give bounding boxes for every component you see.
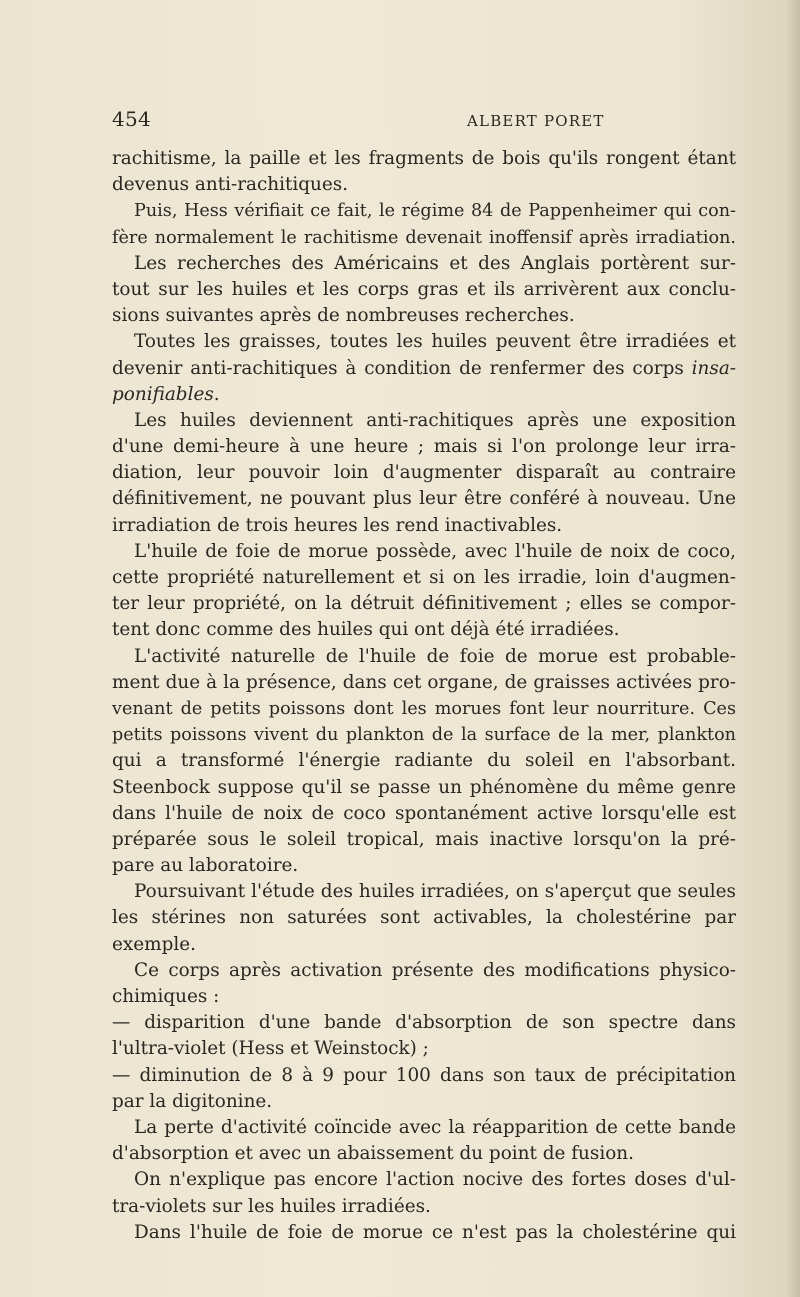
line-text: Puis, Hess vérifiait ce fait, le régime 84 de Pappenheimer qui con- (134, 201, 736, 222)
line-text: Poursuivant l'étude des huiles irradiées, on s'aperçut que seules (134, 881, 736, 903)
line-text: tout sur les huiles et les corps gras et ils arrivèrent aux conclu- (112, 278, 736, 300)
line-text: On n'explique pas encore l'action nocive des fortes doses d'ul- (134, 1169, 736, 1191)
text-line (112, 932, 736, 958)
line-text: Toutes les graisses, toutes les huiles peuvent être irradiées et (134, 331, 736, 353)
text-line (112, 1141, 736, 1167)
text-line (112, 1115, 736, 1141)
running-head: ALBERT PORET (467, 112, 605, 130)
line-text: devenir anti-rachitiques à condition de renfermer des corps (112, 357, 684, 379)
text-line (112, 486, 736, 512)
line-text: L'huile de foie de morue possède, avec l'huile de noix de coco, (134, 540, 736, 562)
text-line (112, 670, 736, 696)
text-line (112, 591, 736, 617)
text-line (112, 303, 736, 329)
line-text: venant de petits poissons dont les morues font leur nourriture. Ces (112, 698, 736, 719)
text-line (112, 434, 736, 460)
text-line (112, 356, 736, 382)
line-text: cette propriété naturellement et si on les irradie, loin d'augmen- (112, 567, 736, 588)
text-line (112, 1036, 736, 1062)
line-text: diation, leur pouvoir loin d'augmenter disparaît au contraire (112, 462, 736, 484)
line-text: les stérines non saturées sont activables, la cholestérine par (112, 907, 736, 929)
text-line (112, 251, 736, 277)
line-text: Ce corps après activation présente des modifications physico- (134, 959, 736, 981)
text-line (112, 1167, 736, 1193)
line-text: Les huiles deviennent anti-rachitiques après une exposition (134, 409, 736, 431)
line-text: ter leur propriété, on la détruit définitivement ; elles se compor- (112, 593, 736, 615)
italic-word: ponifiables (112, 383, 214, 405)
text-line (112, 146, 736, 172)
text-line (112, 198, 736, 224)
text-line (112, 984, 736, 1010)
line-text: — diminution de 8 à 9 pour 100 dans son taux de précipitation (112, 1064, 736, 1086)
line-text: fère normalement le rachitisme devenait inoffensif après irradiation. (112, 227, 736, 248)
line-text: exemple. (112, 933, 196, 955)
line-text: chimiques : (112, 986, 220, 1007)
text-line (112, 408, 736, 434)
line-text: Steenbock suppose qu'il se passe un phénomène du même genre (112, 776, 736, 798)
text-line (112, 853, 736, 879)
line-text: Dans l'huile de foie de morue ce n'est pas la cholestérine qui (134, 1221, 736, 1243)
line-text: d'une demi-heure à une heure ; mais si l'on prolonge leur irra- (112, 436, 736, 458)
text-line (112, 748, 736, 774)
text-line (112, 722, 736, 748)
text-line (112, 879, 736, 905)
line-text: sions suivantes après de nombreuses recherches. (112, 305, 575, 327)
text-line (112, 1194, 736, 1220)
line-text: petits poissons vivent du plankton de la surface de la mer, plankton (112, 725, 736, 746)
text-line (112, 827, 736, 853)
line-text: par la digitonine. (112, 1090, 273, 1112)
text-line (112, 696, 736, 722)
text-line (112, 1010, 736, 1036)
text-line (112, 277, 736, 303)
punctuation: . (213, 383, 220, 405)
line-text: dans l'huile de noix de coco spontanément active lorsqu'elle est (112, 802, 736, 824)
text-line (112, 617, 736, 643)
line-text: irradiation de trois heures les rend inactivables. (112, 514, 563, 536)
line-text: définitivement, ne pouvant plus leur être conféré à nouveau. Une (112, 488, 736, 510)
line-text: tent donc comme des huiles qui ont déjà été irradiées. (112, 619, 620, 641)
line-text: l'ultra-violet (Hess et Weinstock) ; (112, 1038, 429, 1060)
text-line (112, 329, 736, 355)
text-line (112, 565, 736, 591)
line-text: L'activité naturelle de l'huile de foie de morue est probable- (134, 645, 736, 667)
line-text: préparée sous le soleil tropical, mais inactive lorsqu'on la pré- (112, 828, 736, 850)
line-text: pare au laboratoire. (112, 855, 299, 877)
italic-word: insa- (691, 357, 736, 379)
line-text: devenus anti-rachitiques. (112, 174, 349, 196)
text-line (112, 775, 736, 801)
text-line (112, 1063, 736, 1089)
text-line (112, 382, 736, 408)
text-line (112, 1220, 736, 1246)
text-line (112, 539, 736, 565)
line-text: La perte d'activité coïncide avec la réapparition de cette bande (134, 1116, 736, 1138)
text-line (112, 460, 736, 486)
line-text: rachitisme, la paille et les fragments de bois qu'ils rongent étant (112, 148, 736, 169)
line-text: — disparition d'une bande d'absorption de son spectre dans (112, 1012, 736, 1034)
line-text: ment due à la présence, dans cet organe, de graisses activées pro- (112, 671, 736, 693)
text-line (112, 225, 736, 251)
line-text: Les recherches des Américains et des Anglais portèrent sur- (134, 252, 736, 274)
text-line (112, 801, 736, 827)
text-line (112, 644, 736, 670)
page-edge-shadow (786, 0, 800, 1297)
text-line (112, 513, 736, 539)
page-header (112, 104, 736, 134)
text-line (112, 172, 736, 198)
line-text: qui a transformé l'énergie radiante du soleil en l'absorbant. (112, 750, 736, 772)
text-line (112, 905, 736, 931)
page-number: 454 (112, 107, 152, 131)
text-line (112, 958, 736, 984)
body-text (112, 146, 736, 1246)
text-line (112, 1089, 736, 1115)
line-text: d'absorption et avec un abaissement du point de fusion. (112, 1143, 634, 1165)
line-text: tra-violets sur les huiles irradiées. (112, 1195, 431, 1217)
